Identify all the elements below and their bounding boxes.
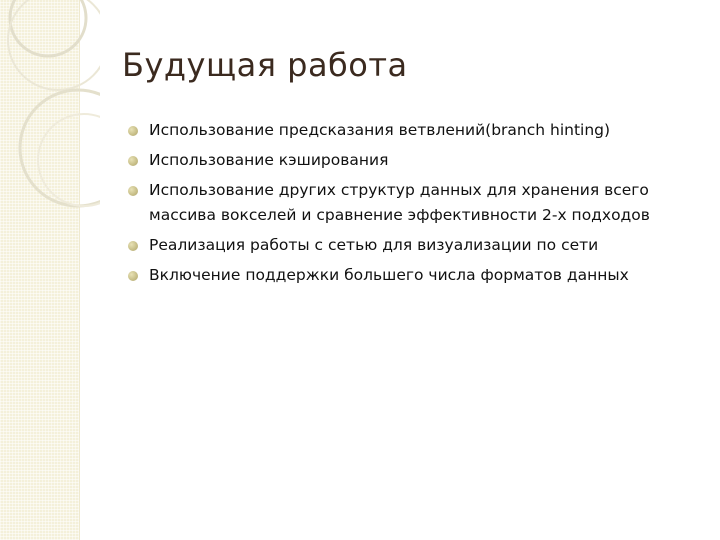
bullet-list [128, 118, 688, 293]
bullet-text: Использование других структур данных для хранения всего массива вокселей и сравнение эффективности 2-х подходов [149, 181, 650, 224]
decorative-circles-ornament [0, 0, 100, 230]
bullet-item [128, 148, 688, 173]
bullet-dot-icon [128, 186, 138, 196]
bullet-item [128, 233, 688, 258]
bullet-dot-icon [128, 271, 138, 281]
bullet-text: Реализация работы с сетью для визуализации по сети [149, 236, 599, 254]
bullet-dot-icon [128, 241, 138, 251]
bullet-text: Включение поддержки большего числа форматов данных [149, 266, 629, 284]
bullet-text: Использование кэширования [149, 151, 389, 169]
bullet-dot-icon [128, 126, 138, 136]
bullet-dot-icon [128, 156, 138, 166]
bullet-item [128, 118, 688, 143]
slide-title: Будущая работа [122, 46, 408, 84]
bullet-item [128, 263, 688, 288]
bullet-item [128, 178, 688, 228]
bullet-text: Использование предсказания ветвлений(branch hinting) [149, 121, 611, 139]
